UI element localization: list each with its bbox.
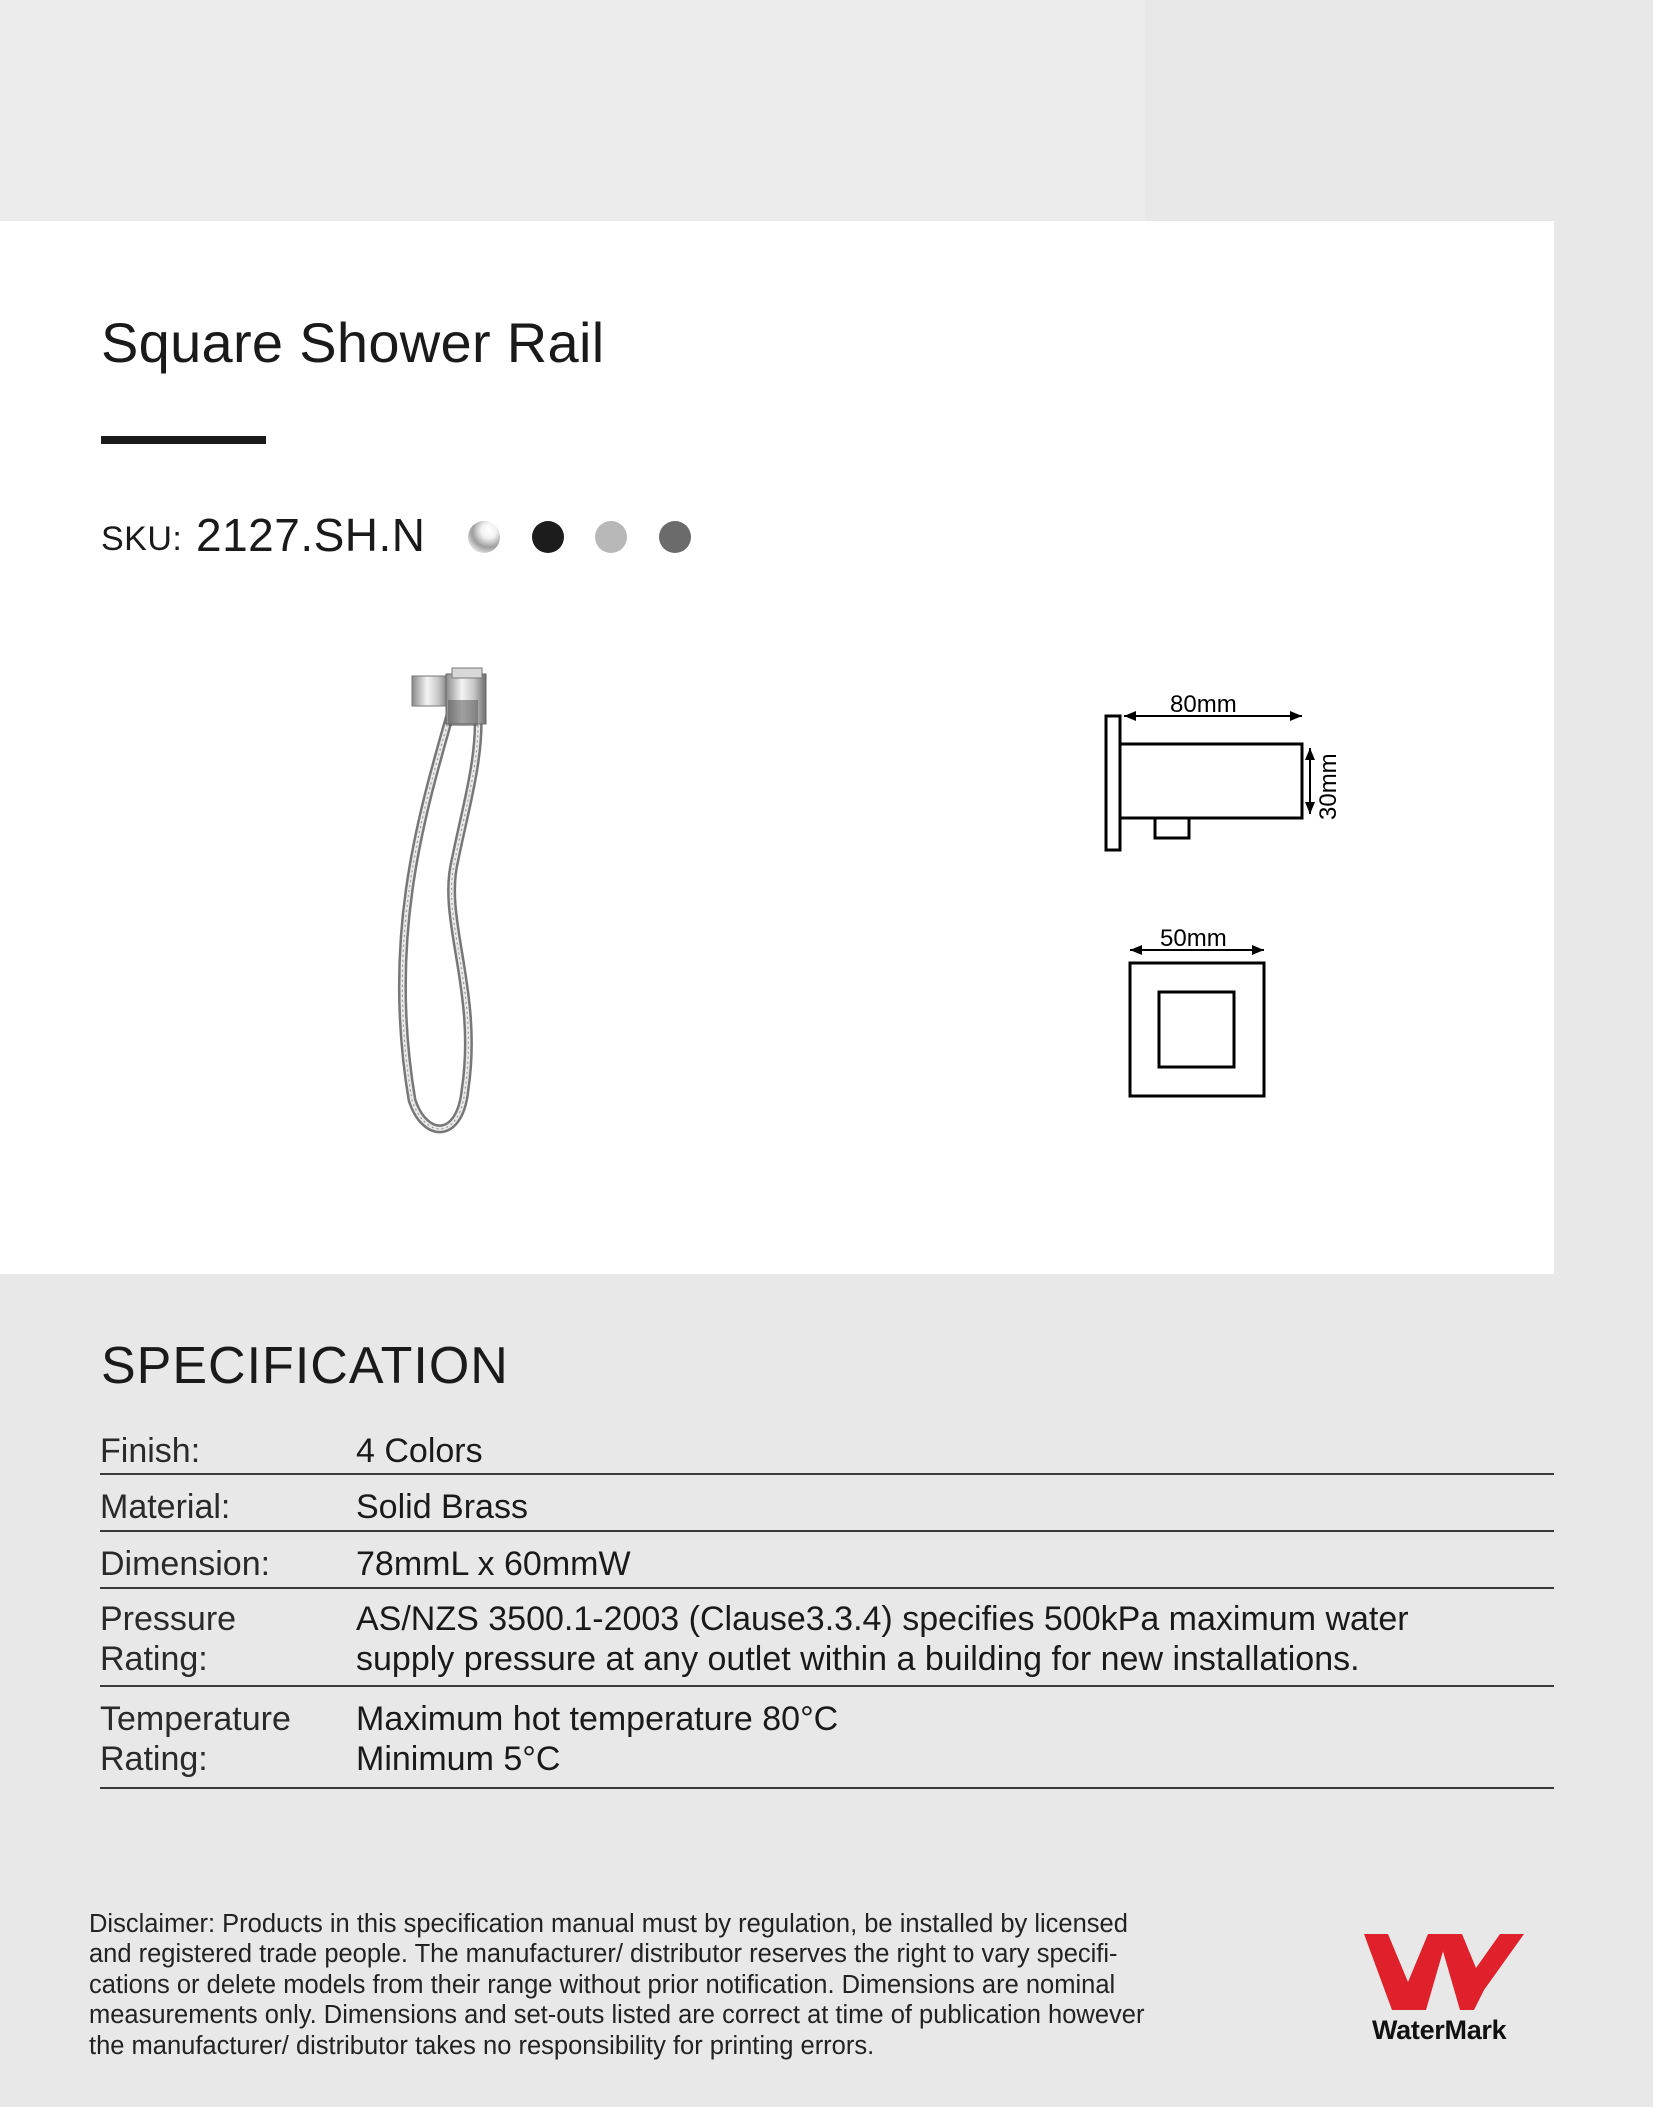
finish-swatch-chrome[interactable]	[468, 521, 500, 553]
spec-value-line: Minimum 5°C	[356, 1740, 561, 1778]
spec-row-dimension	[100, 1532, 1554, 1589]
spec-key-line: Pressure	[100, 1600, 237, 1638]
disclaimer	[89, 1909, 1189, 2061]
finish-swatch-gunmetal[interactable]	[659, 521, 691, 553]
disclaimer-line: measurements only. Dimensions and set-outs listed are correct at time of publication however	[89, 2001, 1145, 2030]
product-title: Square Shower Rail	[101, 311, 605, 374]
spec-value-line: AS/NZS 3500.1-2003 (Clause3.3.4) specifies 500kPa maximum water	[356, 1600, 1409, 1638]
sku-label: SKU:	[101, 520, 183, 558]
spec-key: Material:	[100, 1488, 231, 1526]
disclaimer-line: cations or delete models from their range without prior notification. Dimensions are nominal	[89, 1970, 1116, 1999]
disclaimer-line: Disclaimer: Products in this specification manual must by regulation, be installed by licensed	[89, 1910, 1128, 1938]
front-width-label: 50mm	[1160, 925, 1227, 952]
side-height-label: 30mm	[1315, 753, 1342, 820]
side-width-label: 80mm	[1170, 691, 1237, 718]
finish-swatch-brushed-nickel[interactable]	[595, 521, 627, 553]
watermark-logo-text: WaterMark	[1372, 2015, 1507, 2045]
specification-heading: SPECIFICATION	[101, 1337, 509, 1395]
spec-row-finish	[100, 1425, 1554, 1475]
spec-key: Dimension:	[100, 1545, 271, 1583]
spec-row-material	[100, 1475, 1554, 1532]
spec-value-line: supply pressure at any outlet within a building for new installations.	[356, 1640, 1360, 1678]
disclaimer-line: the manufacturer/ distributor takes no responsibility for printing errors.	[89, 2031, 875, 2060]
spec-row-pressure	[100, 1589, 1554, 1687]
top-band	[0, 0, 1653, 221]
top-band-left	[0, 0, 1145, 221]
finish-swatch-black[interactable]	[532, 521, 564, 553]
spec-key-line: Temperature	[100, 1700, 291, 1738]
title-underline	[101, 436, 266, 444]
product-image	[380, 660, 580, 1140]
technical-drawing	[1090, 680, 1370, 1100]
spec-key-line: Rating:	[100, 1640, 208, 1678]
spec-value: 78mmL x 60mmW	[356, 1545, 631, 1583]
sku-value: 2127.SH.N	[196, 509, 426, 561]
specification-table	[100, 1425, 1554, 1789]
spec-value: Solid Brass	[356, 1488, 528, 1526]
disclaimer-line: and registered trade people. The manufacturer/ distributor reserves the right to vary specifi-	[89, 1940, 1118, 1969]
spec-value-line: Maximum hot temperature 80°C	[356, 1700, 839, 1738]
spec-key-line: Rating:	[100, 1740, 208, 1778]
spec-row-temperature	[100, 1687, 1554, 1789]
spec-value: 4 Colors	[356, 1432, 483, 1470]
watermark-logo-icon	[1364, 1930, 1524, 2012]
spec-key: Finish:	[100, 1432, 201, 1470]
